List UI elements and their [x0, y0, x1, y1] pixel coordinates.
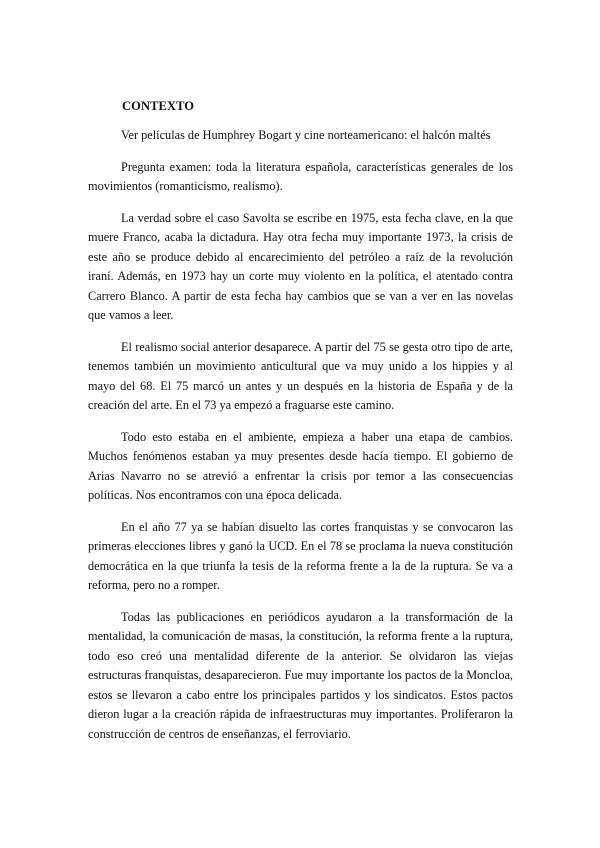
paragraph-publications: Todas las publicaciones en periódicos ayudaron a la transformación de la mentalidad, la comunicación de masas, la constitución, la reforma frente a la ruptura, todo eso creó una mentalidad diferente de la anterior. Se olvidaron las viejas estructuras franquistas, desaparecieron. Fue muy importante los pactos de la Moncloa, estos se llevaron a cabo entre los principales partidos y los sindicatos. Estos pactos dieron lugar a la creación rápida de infraestructuras muy importantes. Proliferaron la construcción de centros de enseñanzas, el ferroviario.	[88, 609, 513, 741]
paragraph-social-realism: El realismo social anterior desaparece. A partir del 75 se gesta otro tipo de arte, tenemos también un movimiento anticultural que va muy unido a los hippies y al mayo del 68. El 75 marcó un antes y un después en la historia de España y de la creación del arte. En el 73 ya empezó a fraguarse este camino.	[88, 339, 513, 412]
paragraph-change-era: Todo esto estaba en el ambiente, empieza a haber una etapa de cambios. Muchos fenómenos estaban ya muy presentes desde hacía tiempo. El gobierno de Arias Navarro no se atrevió a enfrentar la crisis por temor a las consecuencias políticas. Nos encontramos con una época delicada.	[88, 429, 513, 502]
section-heading: CONTEXTO	[122, 99, 195, 113]
paragraph-film-note: Ver películas de Humphrey Bogart y cine norteamericano: el halcón maltés	[121, 128, 491, 142]
paragraph-savolta-1975: La verdad sobre el caso Savolta se escribe en 1975, esta fecha clave, en la que muere Franco, acaba la dictadura. Hay otra fecha muy importante 1973, la crisis de este año se produce debido al encarecimiento del petróleo a raíz de la revolución iraní. Además, en 1973 hay un corte muy violento en la política, el atentado contra Carrero Blanco. A partir de esta fecha hay cambios que se van a ver en las novelas que vamos a leer.	[88, 210, 513, 322]
paragraph-exam-question: Pregunta examen: toda la literatura española, características generales de los movimientos (romanticismo, realismo).	[88, 159, 513, 193]
paragraph-elections-77: En el año 77 ya se habían disuelto las cortes franquistas y se convocaron las primeras elecciones libres y ganó la UCD. En el 78 se proclama la nueva constitución democrática en la que triunfa la tesis de la reforma frente a la de la ruptura. Se va a reforma, pero no a romper.	[88, 519, 513, 592]
document-body	[88, 98, 513, 756]
